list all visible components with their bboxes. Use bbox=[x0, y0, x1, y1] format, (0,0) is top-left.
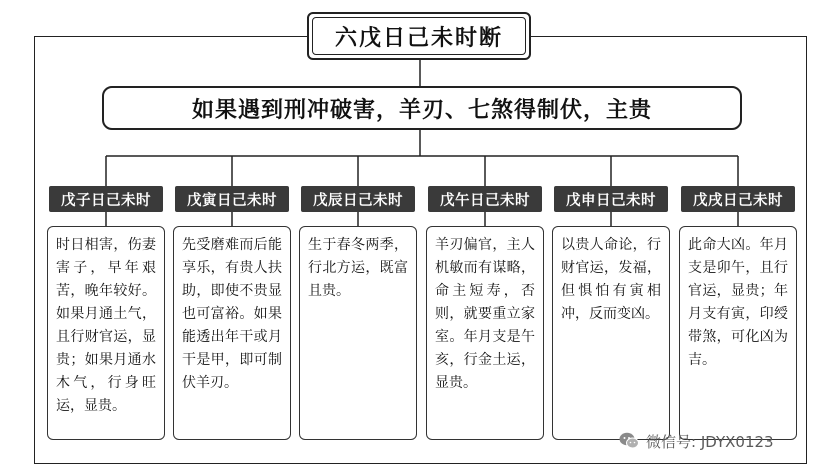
main-rule: 如果遇到刑冲破害，羊刃、七煞得制伏，主贵 bbox=[102, 86, 742, 130]
branch-heading-1: 戊子日己未时 bbox=[49, 186, 163, 212]
branch-text-1: 时日相害，伤妻害子，早年艰苦，晚年较好。如果月通土气，且行财官运，显贵；如果月通水木气，行身旺运，显贵。 bbox=[47, 226, 165, 440]
branch-text-5: 以贵人命论，行财官运，发福，但惧怕有寅相冲，反而变凶。 bbox=[552, 226, 670, 440]
branch-heading-2: 戊寅日己未时 bbox=[175, 186, 289, 212]
branch-text-3: 生于春冬两季，行北方运，既富且贵。 bbox=[299, 226, 417, 440]
branch-text-4: 羊刃偏官，主人机敏而有谋略，命主短寿，否则，就要重立家室。年月支是午亥，行金土运，显贵。 bbox=[426, 226, 544, 440]
title-box bbox=[307, 12, 531, 60]
branch-heading-4: 戊午日己未时 bbox=[428, 186, 542, 212]
diagram-title: 六戊日己未时断 bbox=[312, 17, 526, 55]
wechat-icon bbox=[618, 430, 640, 452]
watermark-text: 微信号: JDYX0123 bbox=[646, 432, 774, 451]
branch-heading-3: 戊辰日己未时 bbox=[301, 186, 415, 212]
watermark bbox=[618, 428, 774, 454]
branch-text-2: 先受磨难而后能享乐，有贵人扶助，即使不贵显也可富裕。如果能透出年干或月干是甲，即可制伏羊刃。 bbox=[173, 226, 291, 440]
branch-heading-6: 戊戌日己未时 bbox=[681, 186, 795, 212]
branch-text-6: 此命大凶。年月支是卯午，且行官运，显贵；年月支有寅，印绶带煞，可化凶为吉。 bbox=[679, 226, 797, 440]
branch-heading-5: 戊申日己未时 bbox=[554, 186, 668, 212]
